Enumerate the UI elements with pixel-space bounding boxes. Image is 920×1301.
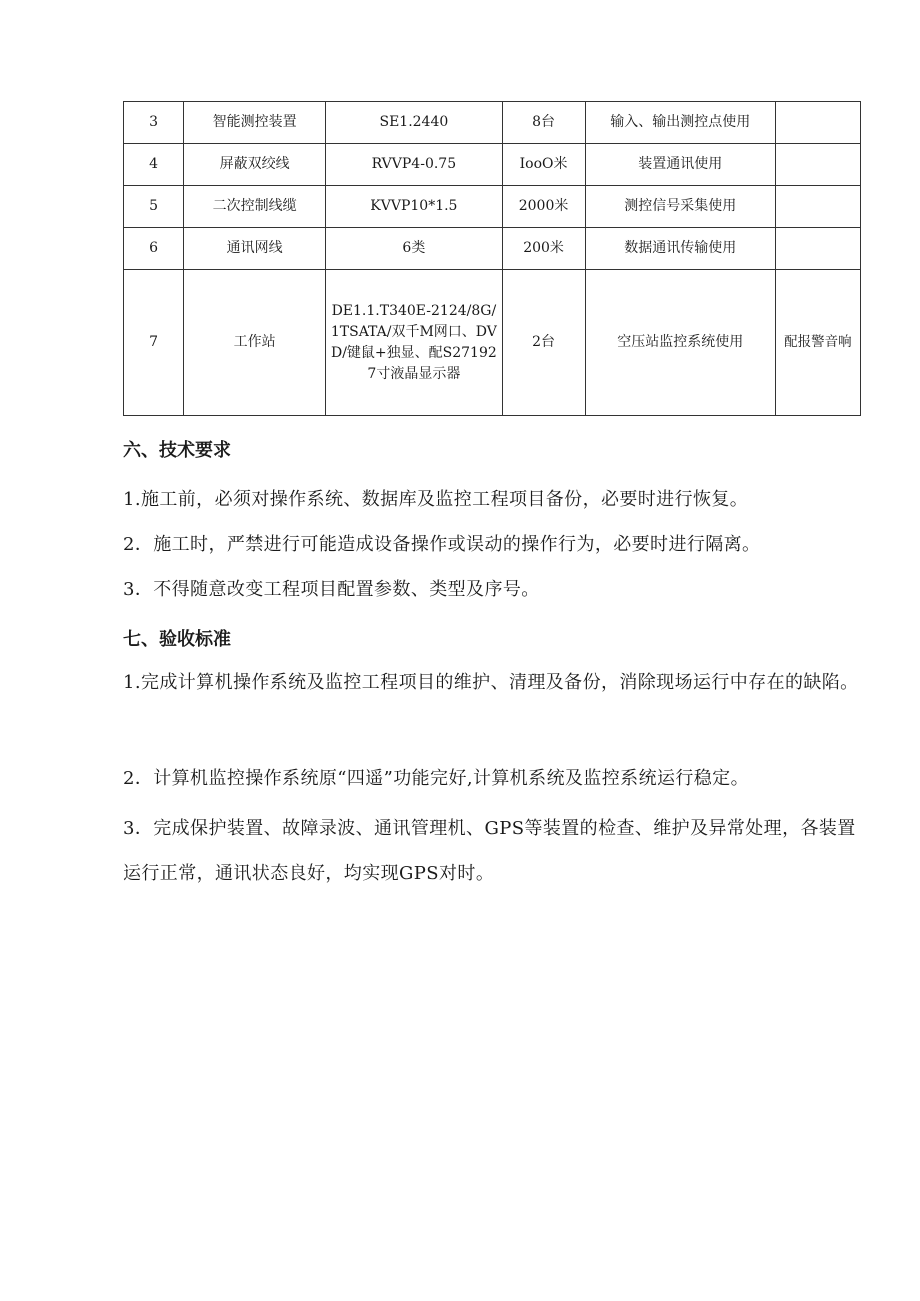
cell-remark: [775, 102, 860, 144]
table-row: [124, 270, 861, 416]
cell-remark: [775, 144, 860, 186]
table-row: [124, 102, 861, 144]
cell-usage: 装置通讯使用: [585, 144, 775, 186]
cell-no: 3: [124, 102, 184, 144]
section-6-item-3: 3．不得随意改变工程项目配置参数、类型及序号。: [123, 579, 540, 600]
cell-no: 6: [124, 228, 184, 270]
section-7-item-1: 1.完成计算机操作系统及监控工程项目的维护、清理及备份，消除现场运行中存在的缺陷。: [123, 672, 859, 693]
cell-remark: [775, 186, 860, 228]
cell-model: RVVP4-0.75: [326, 144, 502, 186]
cell-no: 5: [124, 186, 184, 228]
cell-remark: [775, 228, 860, 270]
cell-name: 智能测控装置: [184, 102, 326, 144]
table-row: [124, 144, 861, 186]
section-7-item-2: 2．计算机监控操作系统原“四遥”功能完好,计算机系统及监控系统运行稳定。: [123, 768, 749, 789]
cell-no: 4: [124, 144, 184, 186]
cell-qty: 2台: [502, 270, 585, 416]
cell-name: 二次控制线缆: [184, 186, 326, 228]
cell-qty: 2000米: [502, 186, 585, 228]
table-row: [124, 186, 861, 228]
section-7-item-3: 3．完成保护装置、故障录波、通讯管理机、GPS等装置的检查、维护及异常处理，各装置运行正常，通讯状态良好，均实现GPS对时。: [123, 818, 856, 884]
cell-usage: 数据通讯传输使用: [585, 228, 775, 270]
cell-model: KVVP10*1.5: [326, 186, 502, 228]
cell-model: SE1.2440: [326, 102, 502, 144]
cell-usage: 输入、输出测控点使用: [585, 102, 775, 144]
equipment-table: [123, 101, 861, 416]
cell-usage: 测控信号采集使用: [585, 186, 775, 228]
cell-remark: 配报警音响: [775, 270, 860, 416]
cell-name: 通讯网线: [184, 228, 326, 270]
cell-qty: 8台: [502, 102, 585, 144]
cell-qty: 200米: [502, 228, 585, 270]
cell-model: 6类: [326, 228, 502, 270]
section-6-title: 六、技术要求: [123, 440, 231, 461]
cell-no: 7: [124, 270, 184, 416]
table-row: [124, 228, 861, 270]
cell-qty: IooO米: [502, 144, 585, 186]
cell-name: 屏蔽双绞线: [184, 144, 326, 186]
cell-usage: 空压站监控系统使用: [585, 270, 775, 416]
section-6-item-1: 1.施工前，必须对操作系统、数据库及监控工程项目备份，必要时进行恢复。: [123, 489, 749, 510]
cell-model: DE1.1.T340E-2124/8G/1TSATA/双千M网口、DVD/键鼠+独显、配S271927寸液晶显示器: [326, 270, 502, 416]
cell-name: 工作站: [184, 270, 326, 416]
section-6-item-2: 2．施工时，严禁进行可能造成设备操作或误动的操作行为，必要时进行隔离。: [123, 534, 761, 555]
section-7-title: 七、验收标准: [123, 629, 231, 650]
